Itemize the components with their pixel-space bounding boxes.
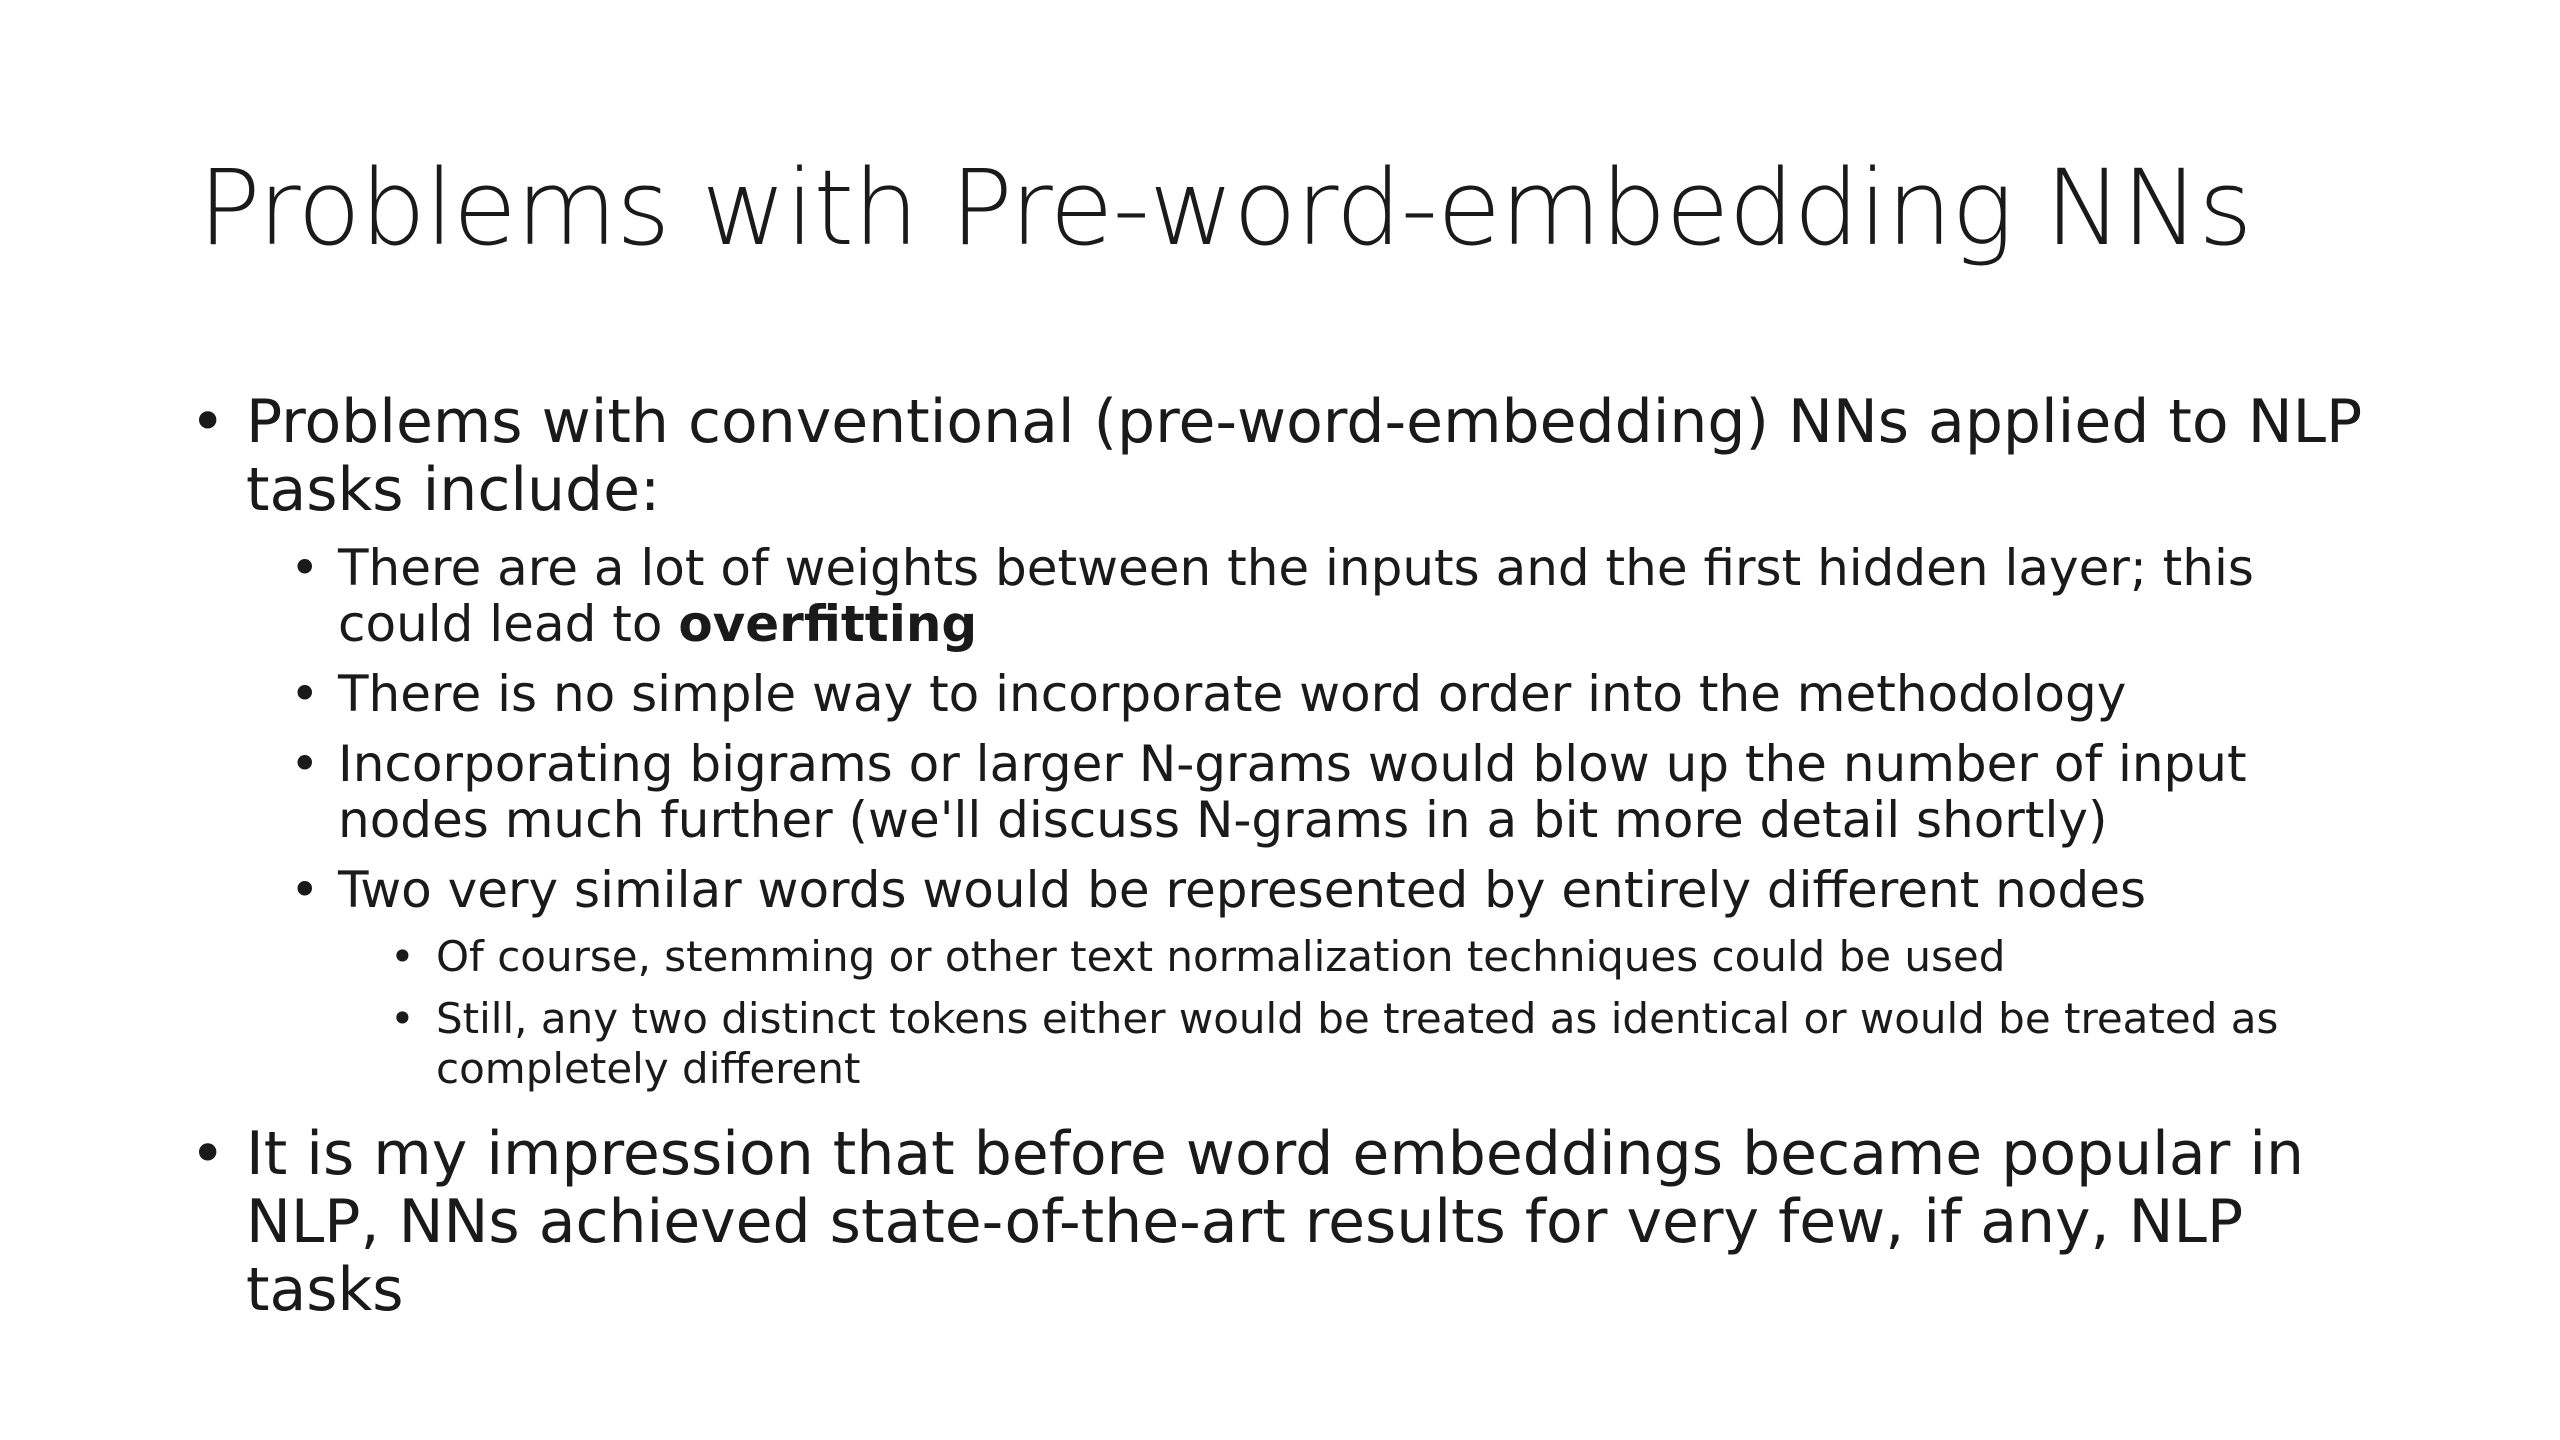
- bullet-text: Still, any two distinct tokens either would be treated as identical or would be treated as completely different: [436, 994, 2279, 1093]
- bullet-dot-icon: •: [290, 735, 320, 793]
- bullet-similar-words: [290, 862, 2390, 918]
- slide-title: Problems with Pre-word-embedding NNs: [198, 147, 2252, 269]
- bullet-dot-icon: •: [390, 932, 415, 981]
- bullet-text: There are a lot of weights between the inputs and the first hidden layer; this could lead to: [338, 539, 2254, 653]
- bullet-dot-icon: •: [290, 665, 320, 723]
- bullet-text-bold: overfitting: [678, 595, 978, 653]
- bullet-dot-icon: •: [190, 1119, 226, 1189]
- bullet-text: Of course, stemming or other text normalization techniques could be used: [436, 932, 2006, 981]
- bullet-problems-intro: [190, 388, 2390, 524]
- bullet-dot-icon: •: [390, 994, 415, 1043]
- bullet-text: There is no simple way to incorporate word order into the methodology: [338, 665, 2127, 723]
- bullet-stemming: [390, 932, 2390, 982]
- bullet-impression: [190, 1120, 2390, 1324]
- bullet-word-order: [290, 666, 2390, 722]
- bullet-dot-icon: •: [290, 861, 320, 919]
- bullet-dot-icon: •: [290, 539, 320, 597]
- bullet-ngrams: [290, 736, 2390, 848]
- bullet-overfitting: [290, 540, 2390, 652]
- bullet-distinct-tokens: [390, 994, 2390, 1094]
- bullet-text: Incorporating bigrams or larger N-grams would blow up the number of input nodes much further (we'll discuss N-grams in a bit more detail shortly): [338, 735, 2247, 849]
- bullet-text: Problems with conventional (pre-word-embedding) NNs applied to NLP tasks include:: [246, 387, 2363, 525]
- bullet-text: It is my impression that before word embeddings became popular in NLP, NNs achieved state-of-the-art results for very few, if any, NLP tasks: [246, 1119, 2305, 1325]
- slide-body: [190, 388, 2390, 1324]
- bullet-text: Two very similar words would be represented by entirely different nodes: [338, 861, 2147, 919]
- bullet-dot-icon: •: [190, 387, 226, 457]
